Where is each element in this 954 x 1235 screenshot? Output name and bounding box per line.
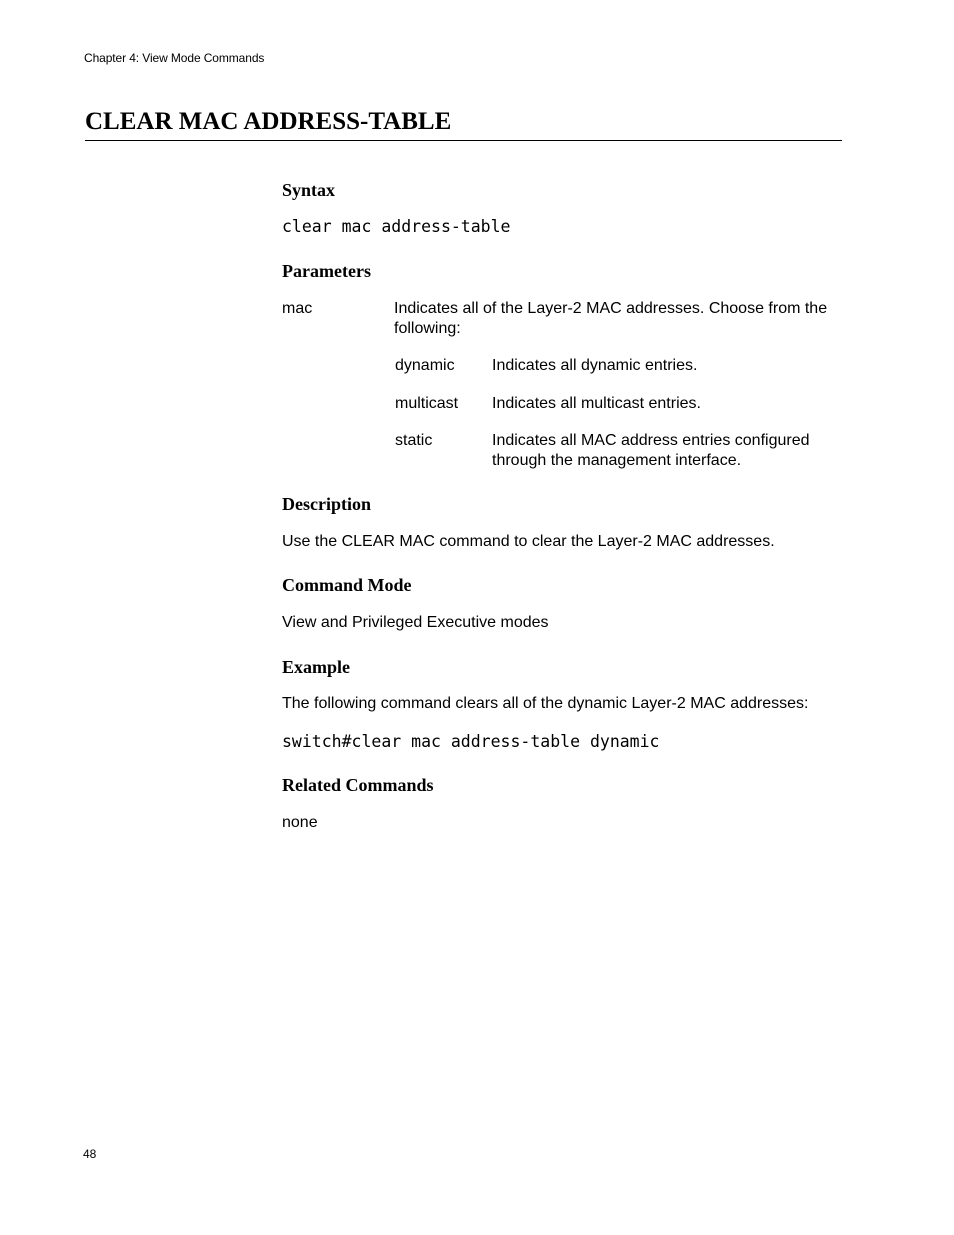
command-mode-text: View and Privileged Executive modes (282, 614, 549, 631)
option-name-dynamic: dynamic (395, 357, 455, 374)
syntax-code: clear mac address-table (282, 217, 511, 236)
option-description-dynamic: Indicates all dynamic entries. (492, 357, 698, 374)
option-name-multicast: multicast (395, 395, 459, 412)
param-name-mac: mac (282, 300, 313, 317)
command-mode-heading: Command Mode (282, 575, 412, 595)
param-description-mac: Indicates all of the Layer-2 MAC addresses. Choose from the following: (394, 300, 828, 337)
option-description-static: Indicates all MAC address entries configured through the management interface. (492, 432, 810, 469)
option-description-multicast: Indicates all multicast entries. (492, 395, 701, 412)
related-commands-text: none (282, 814, 318, 831)
example-text: The following command clears all of the dynamic Layer-2 MAC addresses: (282, 695, 809, 712)
example-heading: Example (282, 657, 351, 677)
description-text: Use the CLEAR MAC command to clear the Layer-2 MAC addresses. (282, 533, 775, 550)
example-code: switch#clear mac address-table dynamic (282, 732, 660, 751)
page-number: 48 (83, 1147, 97, 1161)
description-heading: Description (282, 494, 371, 514)
running-header: Chapter 4: View Mode Commands (84, 51, 265, 65)
syntax-heading: Syntax (282, 180, 336, 200)
title-rule (85, 140, 842, 141)
related-commands-heading: Related Commands (282, 775, 434, 795)
option-name-static: static (395, 432, 433, 449)
parameters-heading: Parameters (282, 261, 371, 281)
page-title: CLEAR MAC ADDRESS-TABLE (85, 108, 452, 135)
